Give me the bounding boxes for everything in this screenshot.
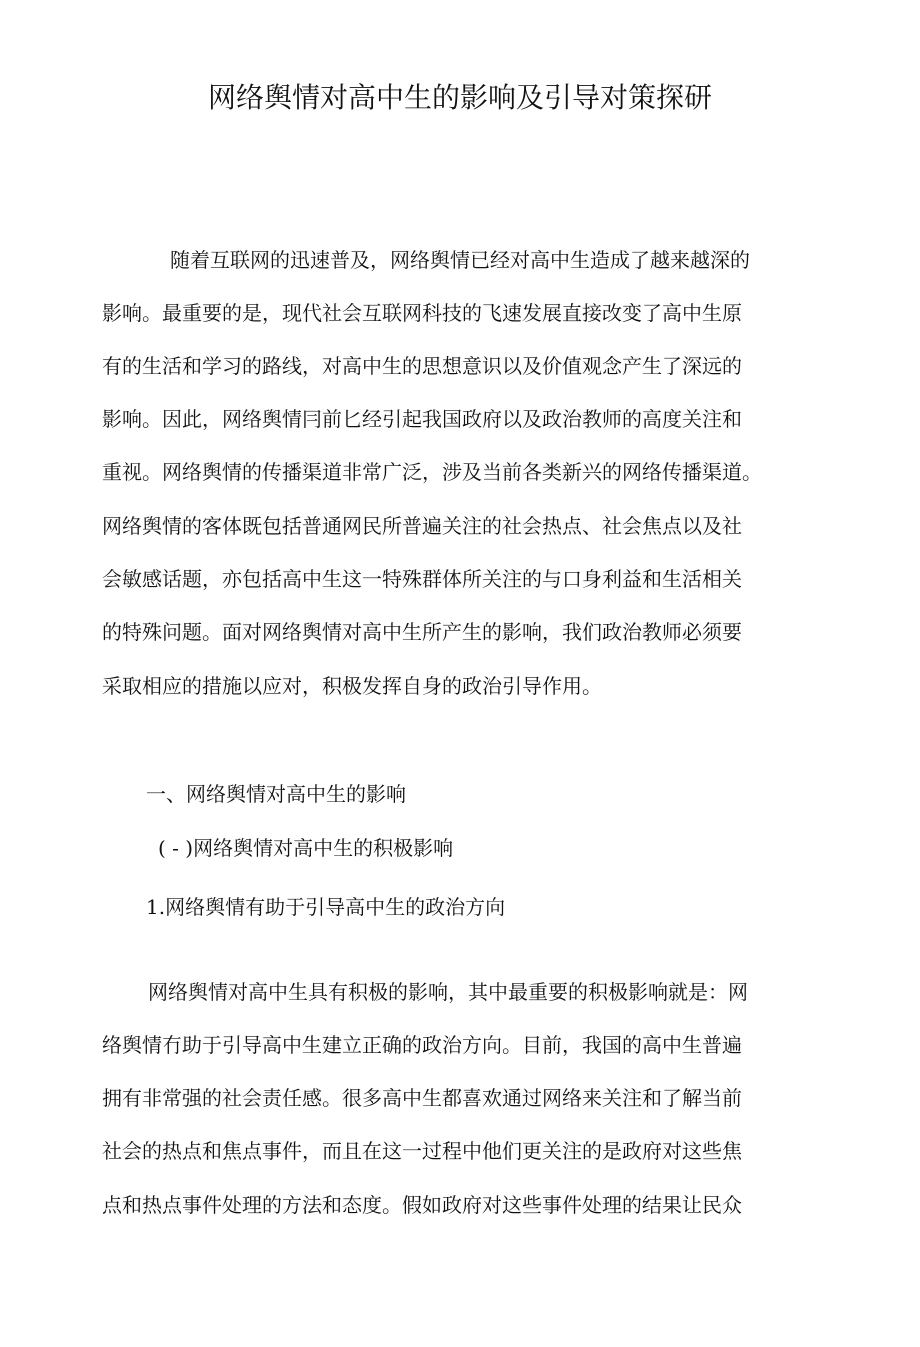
intro-line-8: 的特殊问题。面对网络舆情对高中生所产生的影响，我们政治教师必须要	[102, 620, 742, 644]
body-line-1: 网络舆情对高中生具有积极的影响，其中最重要的积极影响就是：网	[148, 980, 748, 1004]
intro-line-4: 影响。因此，网络舆情冃前匕经引起我国政府以及政治教师的高度关注和	[102, 407, 742, 431]
subsection-heading: ( - )网络舆情对高中生的积极影响	[158, 836, 454, 860]
intro-line-2: 影响。最重要的是，现代社会互联网科技的飞速发展直接改变了高中生原	[102, 301, 742, 325]
body-line-3: 拥有非常强的社会责任感。很多高中生都喜欢通过网络来关注和了解当前	[102, 1086, 742, 1110]
body-line-2: 络舆情冇助于引导高中生建立正确的政治方向。目前，我国的高中生普遍	[102, 1033, 742, 1057]
body-line-4: 社会的热点和焦点事件，而且在这一过程中他们更关注的是政府对这些焦	[102, 1139, 742, 1163]
intro-line-3: 有的生活和学习的路线，对高中生的思想意识以及价值观念产生了深远的	[102, 354, 742, 378]
intro-line-5: 重视。网络舆情的传播渠道非常广泛，涉及当前各类新兴的网络传播渠道。	[102, 460, 762, 484]
document-title: 网络舆情对高中生的影响及引导对策探研	[207, 81, 712, 114]
intro-line-7: 会敏感话题，亦包括高中生这一特殊群体所关注的与口身利益和生活相关	[102, 567, 742, 591]
body-line-5: 点和热点事件处理的方法和态度。假如政府对这些事件处理的结果让民众	[102, 1193, 742, 1217]
section-heading-1: 一、网络舆情对高中生的影响	[146, 782, 406, 806]
intro-line-6: 网络舆情的客体既包括普通网民所普遍关注的社会热点、社会焦点以及社	[102, 514, 742, 538]
intro-line-9: 采取相应的措施以应对，积极发挥自身的政治引导作用。	[102, 674, 602, 698]
intro-line-1: 随着互联网的迅速普及，网络舆情已经对高中生造成了越来越深的	[170, 248, 750, 272]
point-heading: 1.网络舆情有助于引导高中生的政治方向	[146, 895, 506, 919]
